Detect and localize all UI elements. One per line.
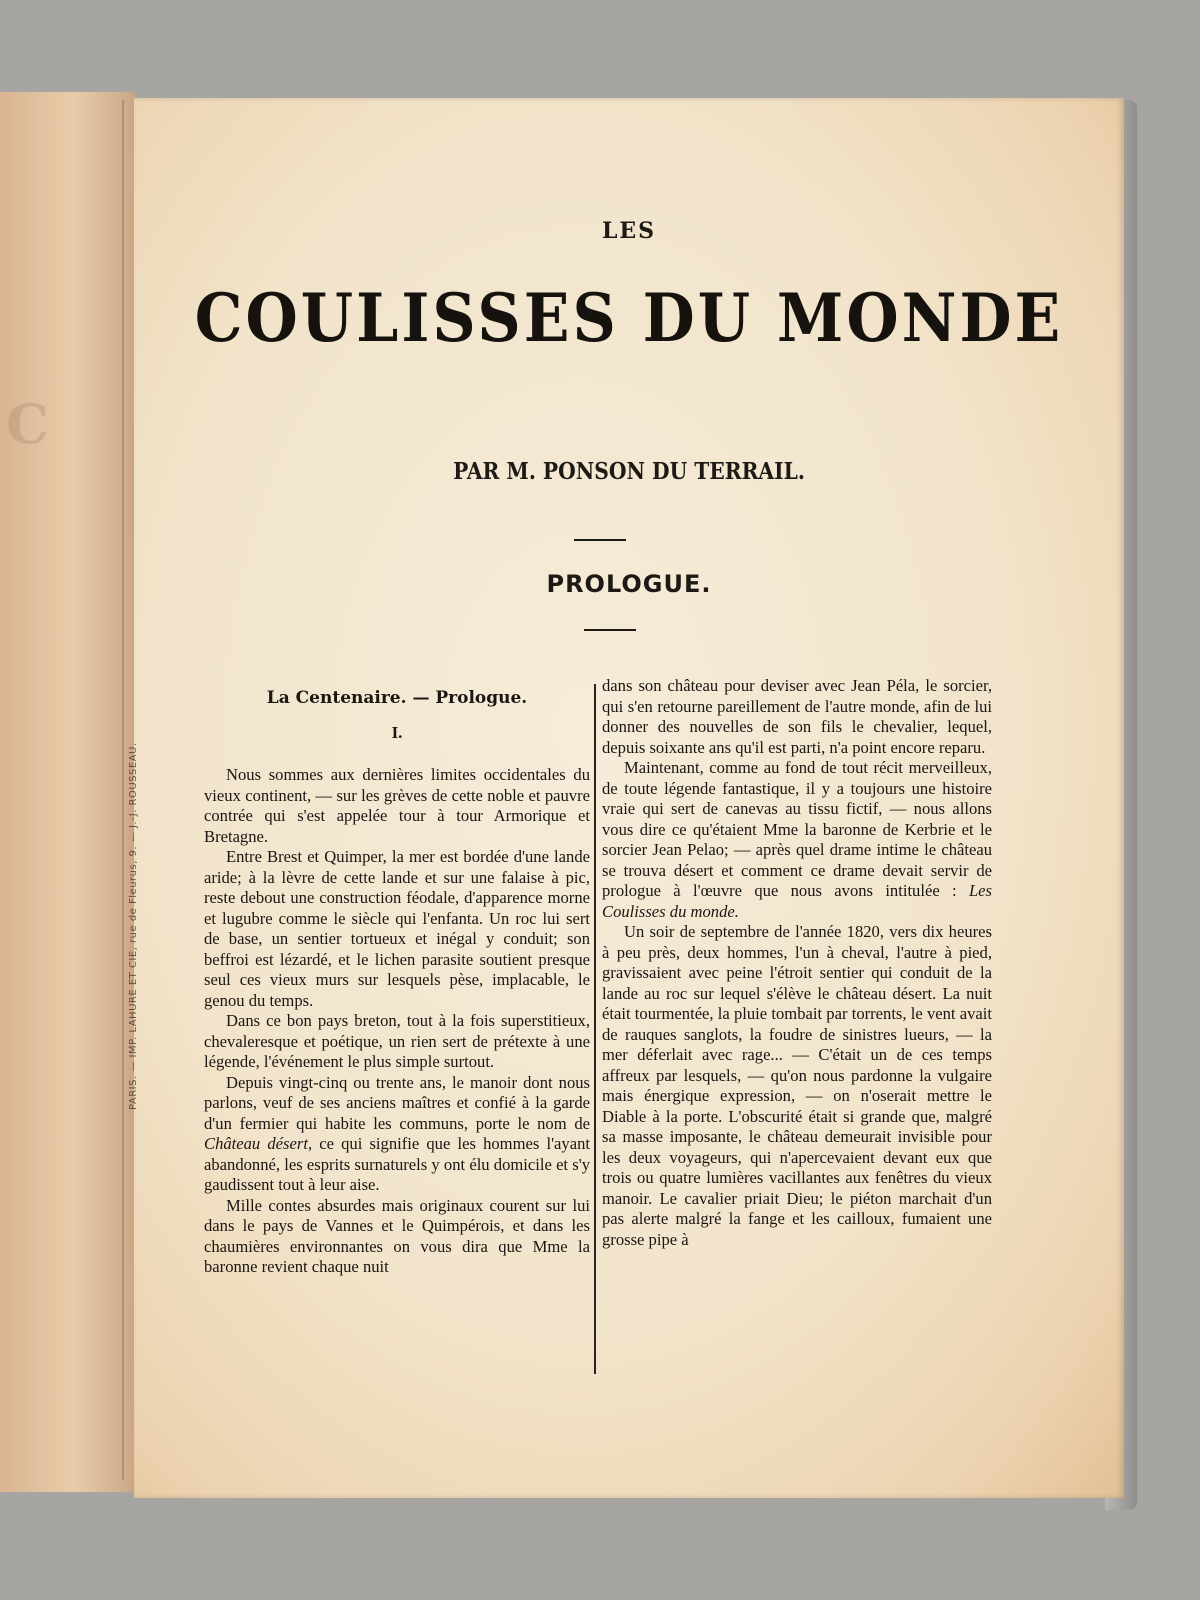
facing-page <box>0 92 136 1492</box>
paragraph <box>602 758 992 922</box>
title-article: LES <box>601 218 657 244</box>
book-page <box>134 98 1124 1498</box>
title-rule-top <box>574 539 626 541</box>
author-line: PAR M. PONSON DU TERRAIL. <box>453 458 805 485</box>
paragraph: Entre Brest et Quimper, la mer est bordée d'une lande aride; à la lèvre de cette lande et sur une falaise à pic, reste debout une construction féodale, d'apparence morne et lugubre comme le siècle qui l'enfanta. Un roc lui sert de base, un sentier tortueux et inégal y conduit; son beffroi est lézardé, et le lichen parasite soutient presque seul ces vieux murs sur lesquels pèse, implacable, le genou du temps. <box>204 847 590 1010</box>
title-rule-bottom <box>584 629 636 631</box>
left-column <box>204 676 590 1278</box>
facing-page-bleed-through: C <box>6 392 49 456</box>
text-run: Maintenant, comme au fond de tout récit merveilleux, de toute légende fantastique, il y a toujours une histoire vraie qui sert de canevas au tissu fictif, — nous allons vous dire ce qu'étaient Mme la baronne de Kerbrie et le sorcier Jean Pelao; — après quel drame intime le château se trouva désert et comment ce drame devait servir de prologue à l'œuvre que nous avons intitulée : <box>602 758 992 900</box>
chapter-number: I. <box>391 722 403 742</box>
book-title: COULISSES DU MONDE <box>194 280 1064 358</box>
column-divider <box>594 684 596 1374</box>
gutter-line <box>122 100 124 1480</box>
gutter-imprint: PARIS. — IMP. LAHURE ET CIE, rue de Fleurus, 9. — J.-J. ROUSSEAU. <box>128 742 139 1110</box>
italic-run: Château désert <box>204 1134 308 1153</box>
paragraph: Nous sommes aux dernières limites occidentales du vieux continent, — sur les grèves de cette noble et pauvre contrée qui s'est appelée tour à tour Armorique et Bretagne. <box>204 765 590 846</box>
text-run: Depuis vingt-cinq ou trente ans, le manoir dont nous parlons, veuf de ses anciens maîtres et confié à la garde d'un fermier qui habite les communs, porte le nom de <box>204 1072 590 1133</box>
paragraph: Mille contes absurdes mais originaux courent sur lui dans le pays de Vannes et le Quimpérois, et dans les chaumières environnantes on vous dira que Mme la baronne revient chaque nuit <box>204 1195 590 1276</box>
paragraph: Dans ce bon pays breton, tout à la fois superstitieux, chevaleresque et poétique, un rien sert de prétexte à une légende, l'événement le plus simple surtout. <box>204 1011 590 1071</box>
paragraph: dans son château pour deviser avec Jean Péla, le sorcier, qui s'en retourne pareillement de l'autre monde, afin de lui donner des nouvelles de son fils le chevalier, lequel, depuis soixante ans qu'il est parti, n'a point encore reparu. <box>602 676 992 757</box>
section-title: PROLOGUE. <box>546 570 712 598</box>
right-column <box>602 676 992 1250</box>
chapter-title: La Centenaire. — Prologue. <box>266 688 528 708</box>
italic-run: Les Coulisses du monde. <box>602 881 992 921</box>
paragraph <box>204 1073 590 1196</box>
text-run: , ce qui signifie que les hommes l'ayant abandonné, les esprits surnaturels y ont élu domicile et s'y gaudissent tout à leur aise. <box>204 1134 590 1194</box>
paragraph: Un soir de septembre de l'année 1820, vers dix heures à peu près, deux hommes, l'un à cheval, l'autre à pied, gravissaient avec peine l'étroit sentier qui conduit de la lande au roc sur lequel s'élève le château désert. La nuit était tourmentée, la pluie tombait par torrents, le vent avait de rauques sanglots, la foudre de sinistres lueurs, — la mer déferlait avec rage... — C'était un de ces temps affreux par lesquels, — qu'on nous pardonne la vulgaire mais énergique expression, — on n'oserait mettre le Diable à la porte. L'obscurité était si grande que, malgré sa masse imposante, le château demeurait invisible pour les deux voyageurs, qui n'apercevaient devant eux que trois ou quatre lumières vacillantes aux fenêtres du vieux manoir. Le cavalier priait Dieu; le piéton marchait d'un pas alerte malgré la fange et les cailloux, fumaient une grosse pipe à <box>602 922 992 1249</box>
